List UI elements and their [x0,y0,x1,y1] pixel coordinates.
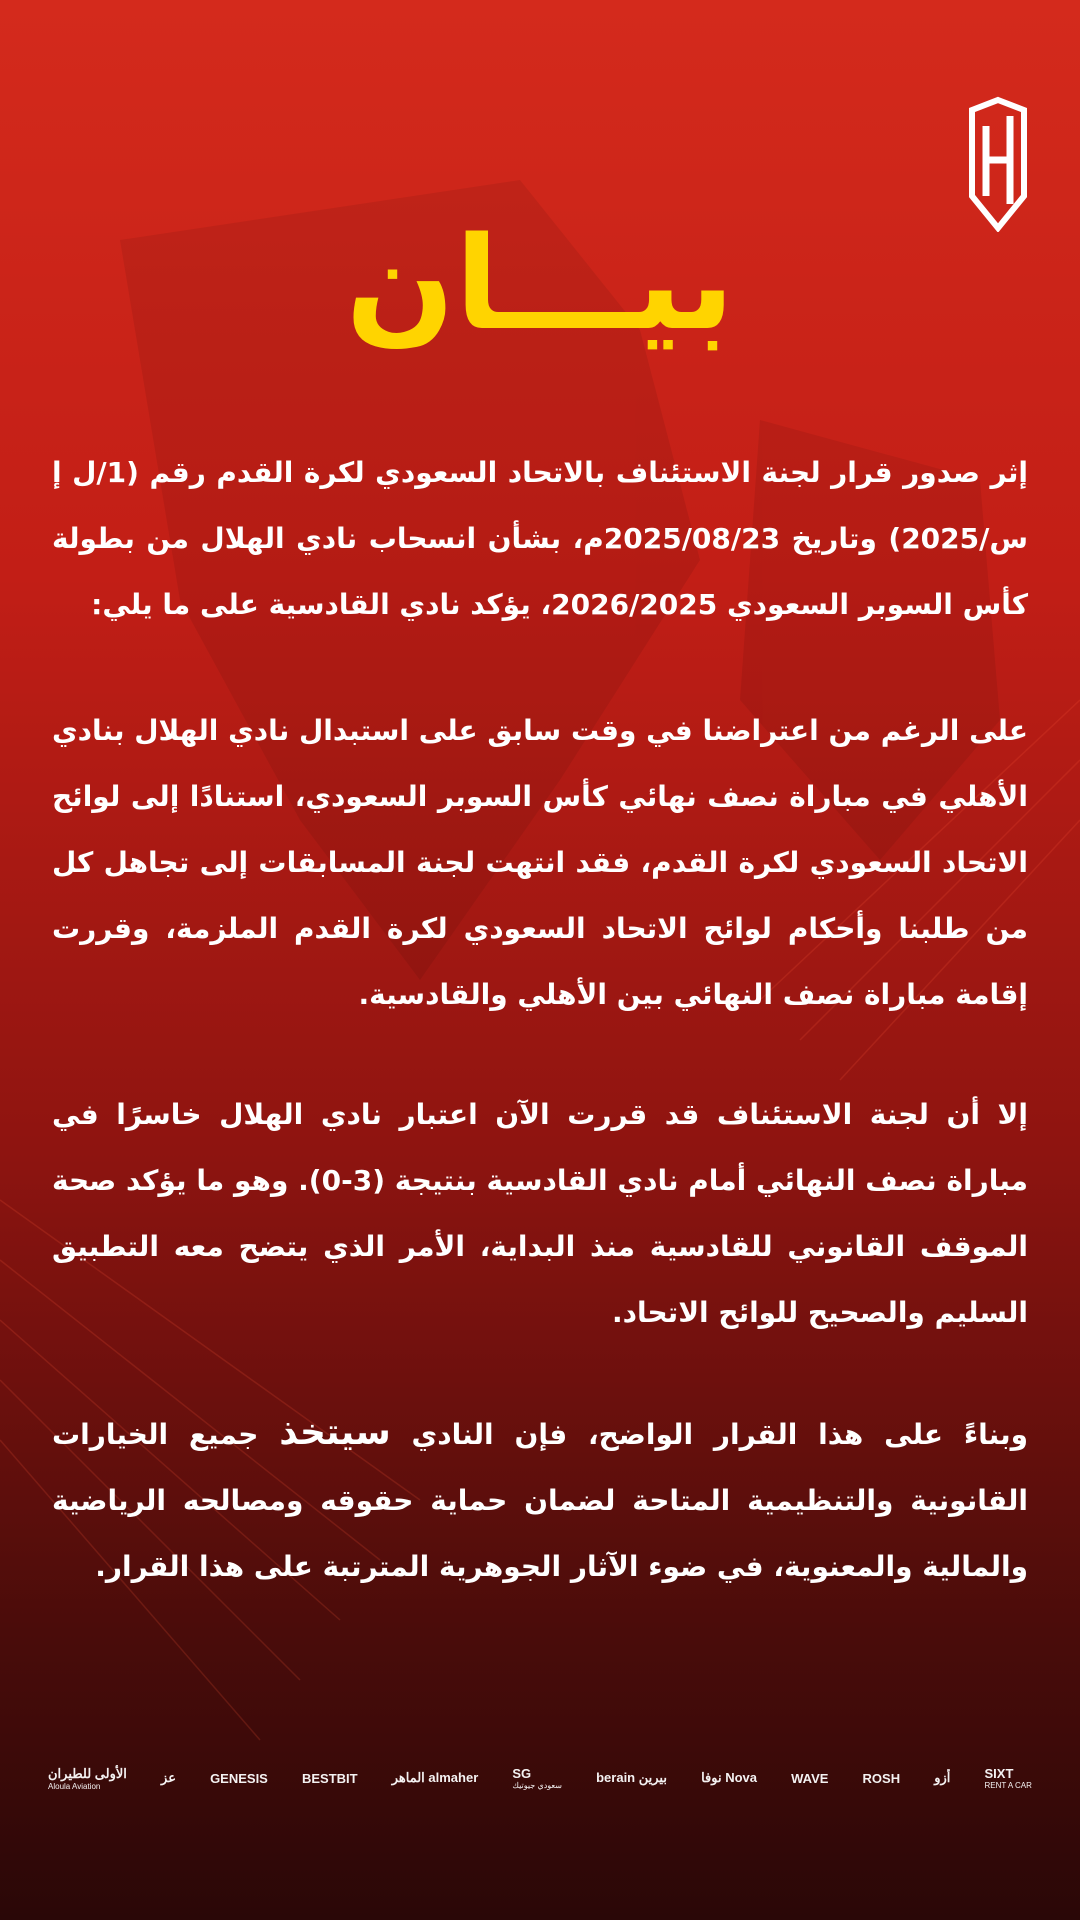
sponsor-logo: BESTBIT [301,1770,358,1786]
paragraph-2: على الرغم من اعتراضنا في وقت سابق على استبدال نادي الهلال بنادي الأهلي في مباراة نصف نهائي كأس السوبر السعودي، استنادًا إلى لوائح الاتحاد السعودي لكرة القدم، فقد انتهت لجنة المسابقات إلى تجاهل كل من طلبنا وأحكام لوائح الاتحاد السعودي لكرة القدم الملزمة، وقررت إقامة مباراة نصف النهائي بين الأهلي والقادسية. [52,714,1028,1011]
sponsor-logo: أزو [934,1770,951,1785]
sponsor-logo: WAVE [791,1770,829,1786]
paragraph-4-before: وبناءً على هذا القرار الواضح، فإن النادي [390,1418,1028,1451]
page-title: بيـــان [345,210,735,359]
sponsor-logo: SG سعودي جيوتيك [512,1766,562,1790]
paragraph-1: إثر صدور قرار لجنة الاستئناف بالاتحاد السعودي لكرة القدم رقم (1/ل إ س/2025) وتاريخ 2025/08/23م، بشأن انسحاب نادي الهلال من بطولة كأس السوبر السعودي 2026/2025، يؤكد نادي القادسية على ما يلي: [52,456,1028,621]
sponsors-strip [48,1748,1032,1808]
sponsor-logo: عز [161,1770,176,1785]
sponsor-logo: ROSH [862,1770,901,1786]
sponsor-logo: GENESIS [210,1770,268,1786]
paragraph-4 [52,1400,1028,1600]
paragraph-4-after: جميع الخيارات القانونية والتنظيمية المتاحة لضمان حماية حقوقه ومصالحه الرياضية والمالية والمعنوية، في ضوء الآثار الجوهرية المترتبة على هذا القرار. [52,1418,1028,1583]
paragraph-3: إلا أن لجنة الاستئناف قد قررت الآن اعتبار نادي الهلال خاسرًا في مباراة نصف النهائي أمام نادي القادسية بنتيجة (3-0). وهو ما يؤكد صحة الموقف القانوني للقادسية منذ البداية، الأمر الذي يتضح معه التطبيق السليم والصحيح للوائح الاتحاد. [52,1098,1028,1329]
sponsor-logo: berain بيرين [596,1770,667,1785]
sponsor-logo: الماهر almaher [391,1770,479,1785]
sponsor-logo: الأولى للطيران Aloula Aviation [48,1765,127,1791]
sponsor-logo: SIXT RENT A CAR [984,1766,1032,1790]
sponsor-logo: نوفا Nova [701,1770,757,1785]
paragraph-4-highlight: سيتخذ [279,1412,391,1453]
statement-body [52,440,1028,1600]
